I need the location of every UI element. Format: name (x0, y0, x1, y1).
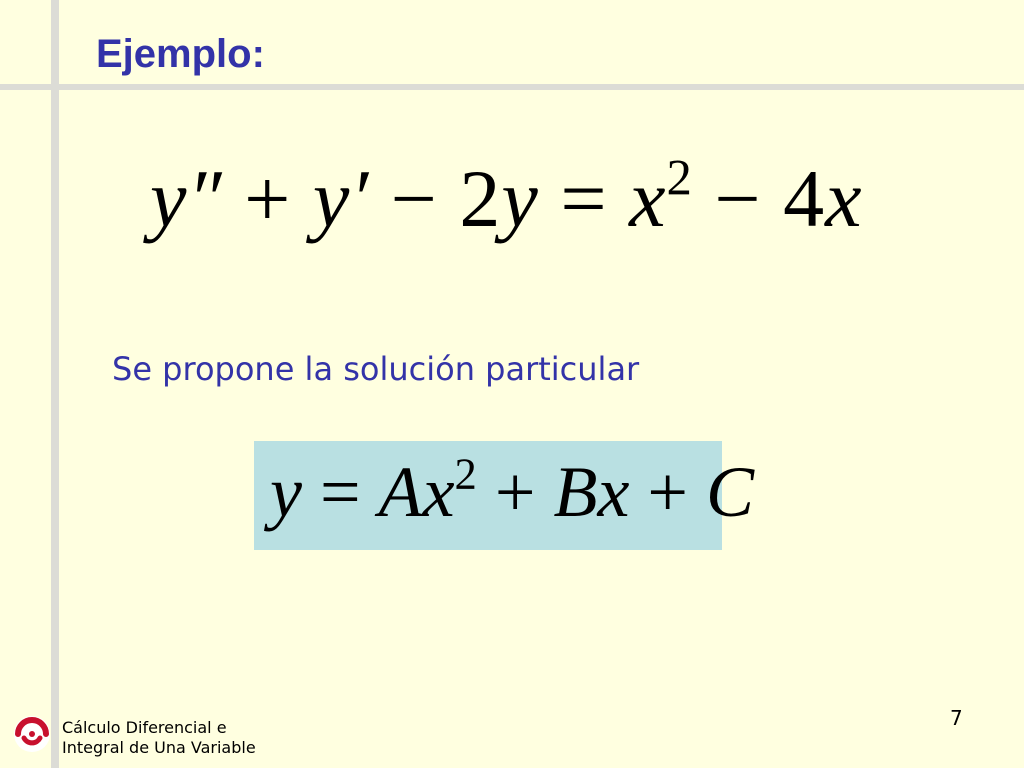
footer-line-1: Cálculo Diferencial e (62, 718, 227, 737)
eq1-equals: = (538, 153, 630, 244)
eq2-C: C (706, 452, 755, 532)
eq1-y-prime: y′ (312, 153, 370, 244)
left-divider (51, 0, 59, 768)
slide-title: Ejemplo: (96, 32, 265, 76)
eq2-plus-1: + (476, 452, 554, 532)
eq2-B: B (553, 452, 598, 532)
main-equation (150, 149, 863, 244)
solution-equation (270, 448, 755, 532)
subtitle-text: Se propone la solución particular (112, 350, 640, 388)
eq2-plus-2: + (629, 452, 707, 532)
eq2-exponent: 2 (454, 448, 477, 499)
eq1-minus-two: − 2 (369, 153, 502, 244)
title-divider (0, 84, 1024, 90)
page-number: 7 (950, 706, 963, 730)
eq1-exponent: 2 (666, 149, 693, 206)
university-logo-icon (12, 714, 52, 754)
eq1-minus-four: − 4 (692, 153, 826, 244)
eq1-x: x (629, 153, 667, 244)
eq1-x-last: x (825, 153, 863, 244)
eq2-x-2: x (597, 452, 630, 532)
eq2-A: A (378, 452, 423, 532)
eq1-y: y (501, 153, 539, 244)
eq2-equals: = (301, 452, 379, 532)
eq2-x: x (422, 452, 455, 532)
eq1-y-double-prime: y″ (150, 153, 223, 244)
eq2-y: y (270, 452, 302, 532)
footer-line-2: Integral de Una Variable (62, 738, 256, 757)
eq1-plus: + (222, 153, 313, 244)
course-footer (62, 718, 256, 758)
